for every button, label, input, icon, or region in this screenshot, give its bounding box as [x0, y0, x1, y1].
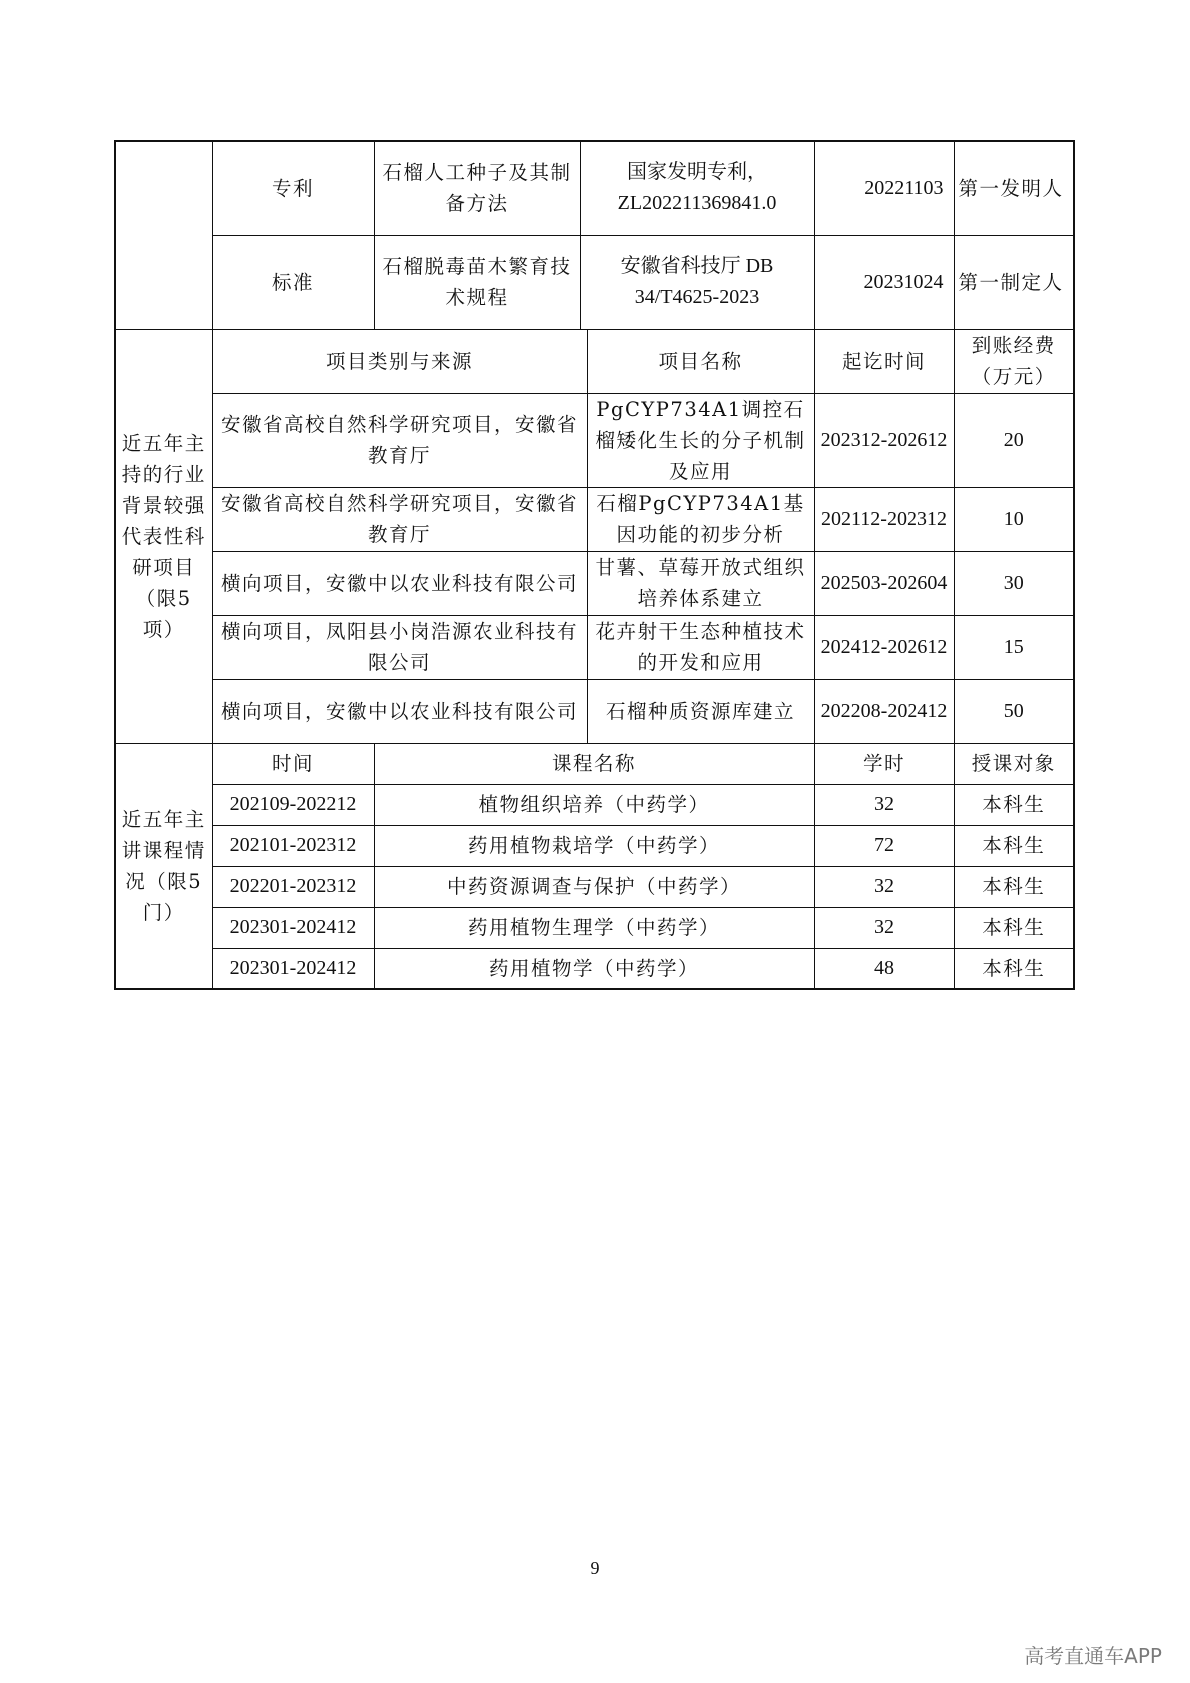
- course-hours: 32: [814, 784, 954, 825]
- course-name: 药用植物学（中药学）: [374, 948, 814, 989]
- project-category: 安徽省高校自然科学研究项目，安徽省教育厅: [212, 393, 587, 487]
- course-time: 202101-202312: [212, 825, 374, 866]
- info-table: [114, 140, 1075, 990]
- project-name: 石榴PgCYP734A1基因功能的初步分析: [587, 487, 814, 551]
- course-hours: 72: [814, 825, 954, 866]
- course-audience: 本科生: [954, 866, 1074, 907]
- course-audience: 本科生: [954, 907, 1074, 948]
- project-funding: 10: [954, 487, 1074, 551]
- project-name: PgCYP734A1调控石榴矮化生长的分子机制及应用: [587, 393, 814, 487]
- projects-header-funding: 到账经费（万元）: [954, 329, 1074, 393]
- projects-header-category: 项目类别与来源: [212, 329, 587, 393]
- project-period: 202208-202412: [814, 679, 954, 743]
- project-funding: 30: [954, 551, 1074, 615]
- project-category: 横向项目，安徽中以农业科技有限公司: [212, 551, 587, 615]
- project-funding: 20: [954, 393, 1074, 487]
- achievement-row: [115, 235, 1074, 329]
- achievement-name: 石榴人工种子及其制备方法: [374, 141, 580, 235]
- page-number: 9: [590, 1558, 600, 1578]
- course-hours: 48: [814, 948, 954, 989]
- project-funding: 15: [954, 615, 1074, 679]
- course-hours: 32: [814, 866, 954, 907]
- watermark-text: 高考直通车APP: [1024, 1644, 1162, 1668]
- project-category: 横向项目，凤阳县小岗浩源农业科技有限公司: [212, 615, 587, 679]
- course-name: 药用植物生理学（中药学）: [374, 907, 814, 948]
- achievement-role: 第一发明人: [954, 141, 1074, 235]
- course-name: 中药资源调查与保护（中药学）: [374, 866, 814, 907]
- course-row: [115, 866, 1074, 907]
- course-audience: 本科生: [954, 825, 1074, 866]
- course-audience: 本科生: [954, 784, 1074, 825]
- course-row: [115, 825, 1074, 866]
- achievement-type: 专利: [212, 141, 374, 235]
- achievement-row: [115, 141, 1074, 235]
- project-name: 甘薯、草莓开放式组织培养体系建立: [587, 551, 814, 615]
- course-name: 植物组织培养（中药学）: [374, 784, 814, 825]
- course-time: 202201-202312: [212, 866, 374, 907]
- course-name: 药用植物栽培学（中药学）: [374, 825, 814, 866]
- course-time: 202109-202212: [212, 784, 374, 825]
- course-row: [115, 907, 1074, 948]
- achievement-name: 石榴脱毒苗木繁育技术规程: [374, 235, 580, 329]
- achievement-type: 标准: [212, 235, 374, 329]
- project-row: [115, 487, 1074, 551]
- project-name: 石榴种质资源库建立: [587, 679, 814, 743]
- courses-header-audience: 授课对象: [954, 743, 1074, 784]
- course-hours: 32: [814, 907, 954, 948]
- project-period: 202112-202312: [814, 487, 954, 551]
- project-row: [115, 393, 1074, 487]
- achievements-section-label: [115, 141, 212, 329]
- course-time: 202301-202412: [212, 948, 374, 989]
- courses-header-row: [115, 743, 1074, 784]
- course-row: [115, 784, 1074, 825]
- project-row: [115, 615, 1074, 679]
- project-row: [115, 551, 1074, 615]
- project-row: [115, 679, 1074, 743]
- courses-header-name: 课程名称: [374, 743, 814, 784]
- achievement-role: 第一制定人: [954, 235, 1074, 329]
- courses-header-hours: 学时: [814, 743, 954, 784]
- achievement-source: 安徽省科技厅 DB 34/T4625-2023: [580, 235, 814, 329]
- project-category: 横向项目，安徽中以农业科技有限公司: [212, 679, 587, 743]
- projects-header-row: [115, 329, 1074, 393]
- achievement-date: 20231024: [814, 235, 954, 329]
- courses-section-label: 近五年主讲课程情况（限5门）: [115, 743, 212, 989]
- project-period: 202503-202604: [814, 551, 954, 615]
- courses-header-time: 时间: [212, 743, 374, 784]
- achievement-date: 20221103: [814, 141, 954, 235]
- projects-header-name: 项目名称: [587, 329, 814, 393]
- course-audience: 本科生: [954, 948, 1074, 989]
- project-funding: 50: [954, 679, 1074, 743]
- info-table-container: [114, 140, 1073, 990]
- course-time: 202301-202412: [212, 907, 374, 948]
- project-name: 花卉射干生态种植技术的开发和应用: [587, 615, 814, 679]
- projects-header-period: 起讫时间: [814, 329, 954, 393]
- project-category: 安徽省高校自然科学研究项目，安徽省教育厅: [212, 487, 587, 551]
- project-period: 202412-202612: [814, 615, 954, 679]
- projects-section-label: 近五年主持的行业背景较强代表性科研项目（限5项）: [115, 329, 212, 743]
- course-row: [115, 948, 1074, 989]
- achievement-source: 国家发明专利，ZL202211369841.0: [580, 141, 814, 235]
- project-period: 202312-202612: [814, 393, 954, 487]
